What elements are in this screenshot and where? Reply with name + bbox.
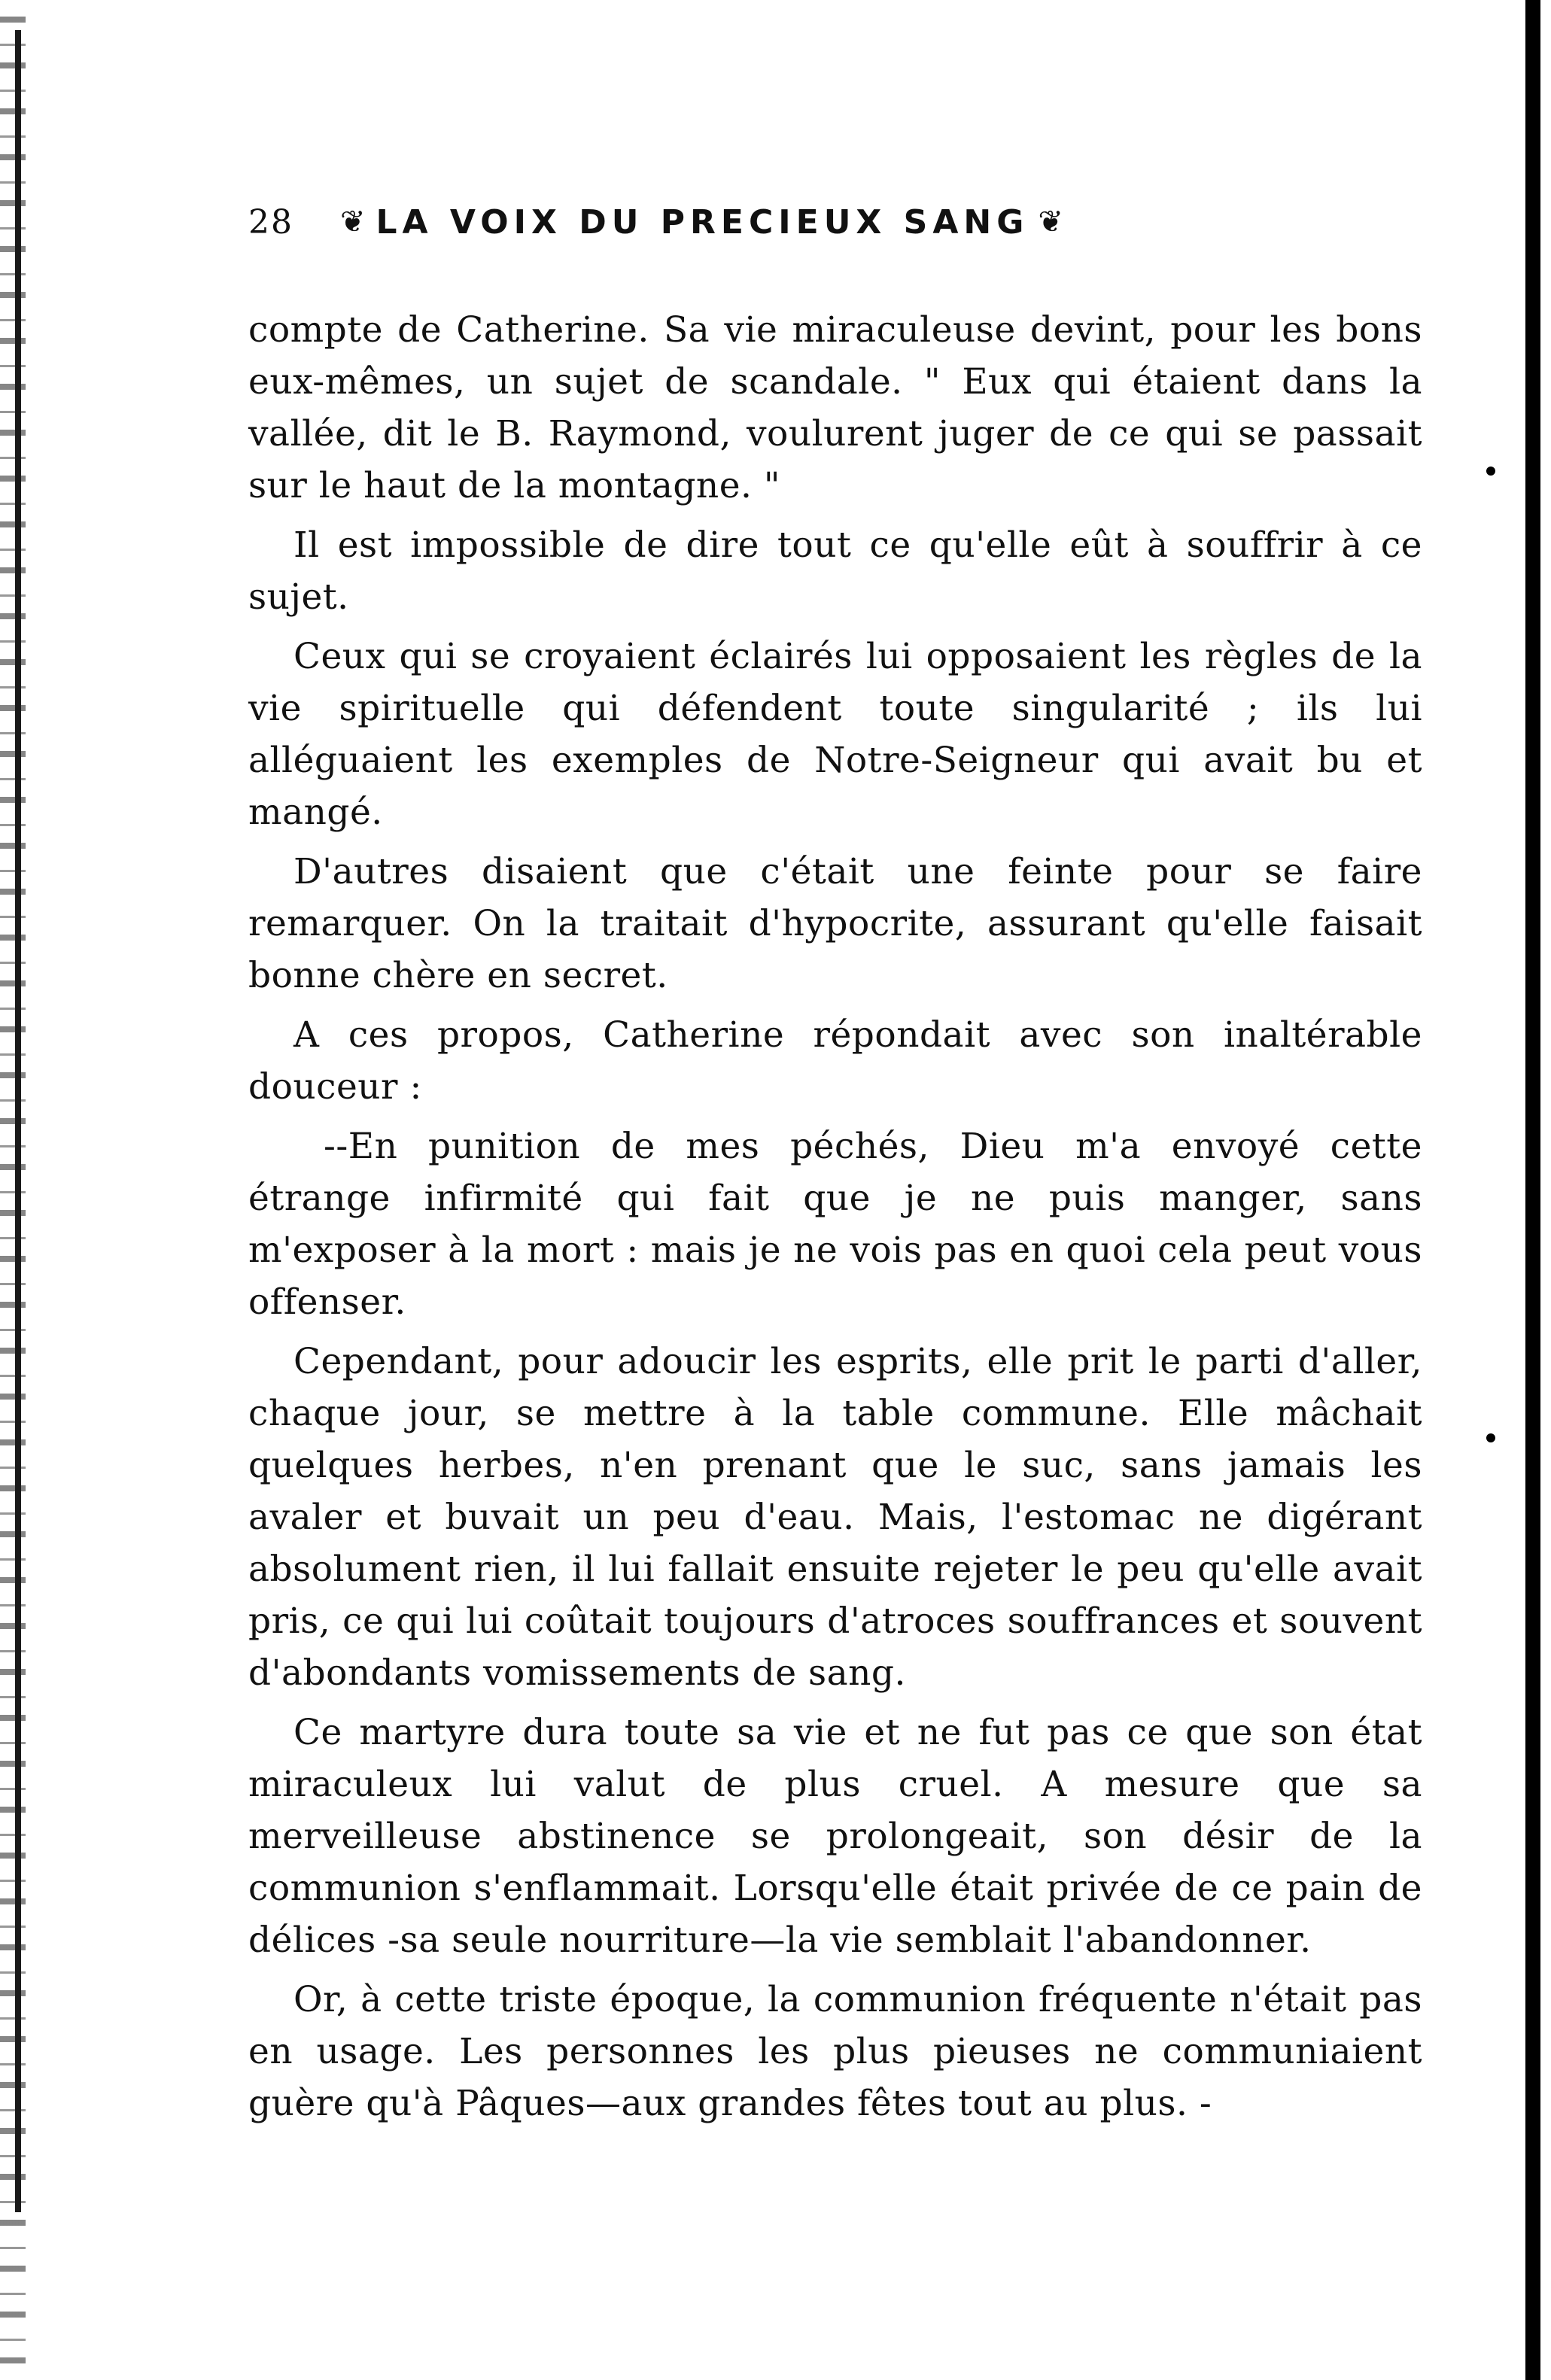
- ornament-left-icon: ❦: [340, 205, 367, 239]
- scan-edge-right: [1525, 0, 1540, 2380]
- scan-binding-shadow: [15, 30, 21, 2212]
- ornament-right-icon: ❦: [1038, 205, 1065, 239]
- running-head-title: LA VOIX DU PRECIEUX SANG: [376, 202, 1029, 242]
- margin-dot: [1486, 467, 1495, 476]
- margin-dot: [1486, 1433, 1495, 1442]
- book-page: [248, 188, 1422, 2137]
- paragraph: Cependant, pour adoucir les esprits, elle prit le parti d'aller, chaque jour, se mettre à la table commune. Elle mâchait quelques herbes, n'en prenant que le suc, sans jamais les avaler et buvait un peu d'eau. Mais, l'estomac ne digérant absolument rien, il lui fallait ensuite rejeter le peu qu'elle avait pris, ce qui lui coûtait toujours d'atroces souffrances et souvent d'abondants vomissements de sang.: [248, 1341, 1422, 1694]
- page-number: 28: [248, 202, 293, 242]
- paragraph: --En punition de mes péchés, Dieu m'a envoyé cette étrange infirmité qui fait que je ne puis manger, sans m'exposer à la mort : mais je ne vois pas en quoi cela peut vous offenser.: [248, 1126, 1422, 1323]
- paragraph: Or, à cette triste époque, la communion fréquente n'était pas en usage. Les personnes les plus pieuses ne communiaient guère qu'à Pâques—aux grandes fêtes tout au plus. -: [248, 1979, 1422, 2124]
- body-text: [248, 304, 1422, 2129]
- paragraph: A ces propos, Catherine répondait avec son inaltérable douceur :: [248, 1014, 1422, 1108]
- paragraph: Il est impossible de dire tout ce qu'elle eût à souffrir à ce sujet.: [248, 524, 1422, 618]
- paragraph: Ce martyre dura toute sa vie et ne fut pas ce que son état miraculeux lui valut de plus cruel. A mesure que sa merveilleuse abstinence se prolongeait, son désir de la communion s'enflammait. Lorsqu'elle était privée de ce pain de délices -sa seule nourriture—la vie semblait l'abandonner.: [248, 1712, 1422, 1961]
- scan-edge-left: [0, 0, 26, 2380]
- paragraph: Ceux qui se croyaient éclairés lui opposaient les règles de la vie spirituelle qui défendent toute singularité ; ils lui alléguaient les exemples de Notre-Seigneur qui avait bu et mangé.: [248, 636, 1422, 833]
- paragraph: D'autres disaient que c'était une feinte pour se faire remarquer. On la traitait d'hypocrite, assurant qu'elle faisait bonne chère en secret.: [248, 851, 1422, 996]
- paragraph: compte de Catherine. Sa vie miraculeuse devint, pour les bons eux-mêmes, un sujet de scandale. " Eux qui étaient dans la vallée, dit le B. Raymond, voulurent juger de ce qui se passait sur le haut de la montagne. ": [248, 309, 1422, 506]
- running-head: [248, 188, 1422, 256]
